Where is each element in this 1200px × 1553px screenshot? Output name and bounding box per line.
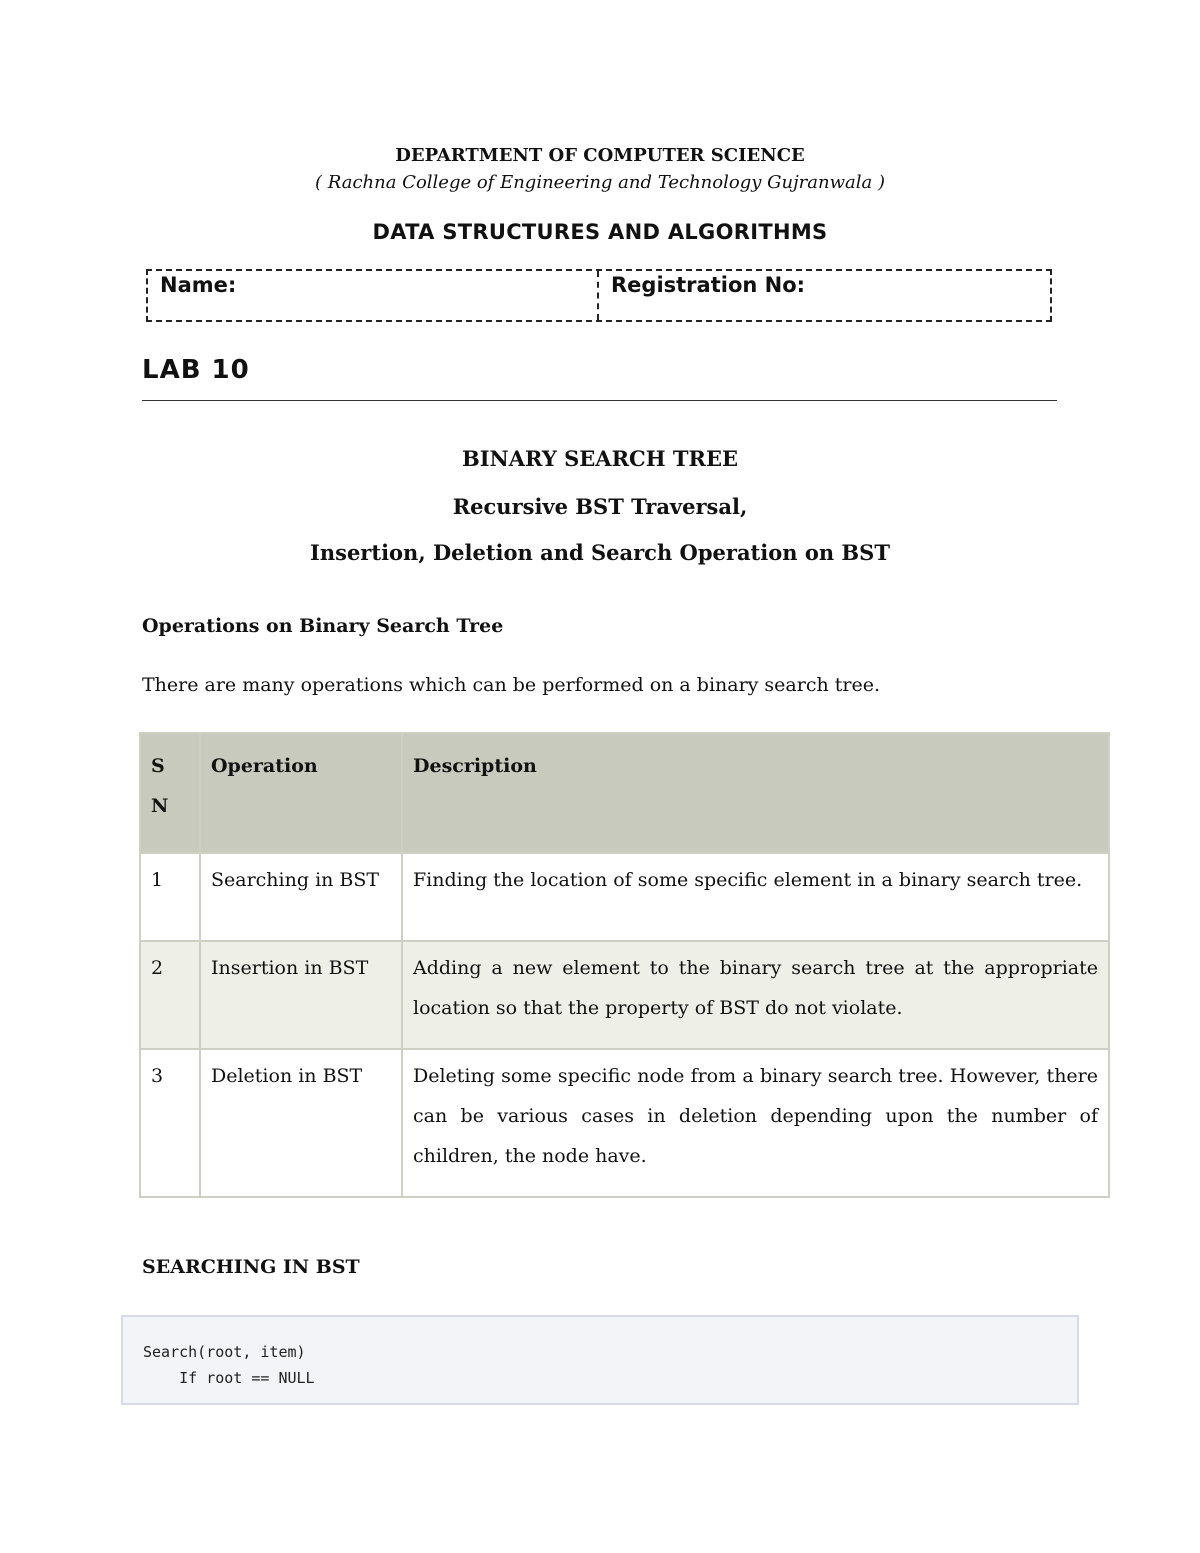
row-description: Adding a new element to the binary search tree at the appropriate location so that the property of BST do not violate.: [402, 941, 1109, 1049]
code-line: Search(root, item): [143, 1343, 306, 1361]
code-block: [121, 1315, 1079, 1405]
name-field[interactable]: [148, 271, 599, 320]
operations-intro: There are many operations which can be performed on a binary search tree.: [142, 674, 881, 696]
row-sn: 1: [140, 853, 200, 941]
row-operation: Searching in BST: [200, 853, 402, 941]
registration-label: Registration No:: [611, 273, 806, 297]
header-sn: SN: [140, 733, 200, 853]
table-row: [140, 941, 1109, 1049]
row-operation: Deletion in BST: [200, 1049, 402, 1197]
document-title: BINARY SEARCH TREE: [461, 446, 739, 471]
table-row: [140, 1049, 1109, 1197]
operations-heading: Operations on Binary Search Tree: [142, 615, 504, 637]
lab-divider: [142, 400, 1057, 401]
code-line: If root == NULL: [143, 1369, 315, 1387]
row-description: Deleting some specific node from a binary search tree. However, there can be various cases in deletion depending upon the number of children, the node have.: [402, 1049, 1109, 1197]
document-subtitle-2: Insertion, Deletion and Search Operation on BST: [310, 540, 890, 565]
row-sn: 3: [140, 1049, 200, 1197]
college-name: ( Rachna College of Engineering and Technology Gujranwala ): [315, 172, 885, 193]
row-operation: Insertion in BST: [200, 941, 402, 1049]
operations-table: [139, 732, 1110, 1198]
course-title: DATA STRUCTURES AND ALGORITHMS: [372, 220, 828, 244]
row-sn: 2: [140, 941, 200, 1049]
document-subtitle-1: Recursive BST Traversal,: [452, 494, 748, 519]
row-description: Finding the location of some specific element in a binary search tree.: [402, 853, 1109, 941]
header-description: Description: [402, 733, 1109, 853]
table-header-row: [140, 733, 1109, 853]
registration-field[interactable]: [599, 271, 1050, 320]
lab-number: LAB 10: [142, 355, 250, 385]
searching-heading: SEARCHING IN BST: [142, 1256, 360, 1278]
department-heading: DEPARTMENT OF COMPUTER SCIENCE: [395, 145, 805, 166]
name-label: Name:: [160, 273, 237, 297]
table-row: [140, 853, 1109, 941]
header-operation: Operation: [200, 733, 402, 853]
student-id-box: [146, 269, 1052, 322]
